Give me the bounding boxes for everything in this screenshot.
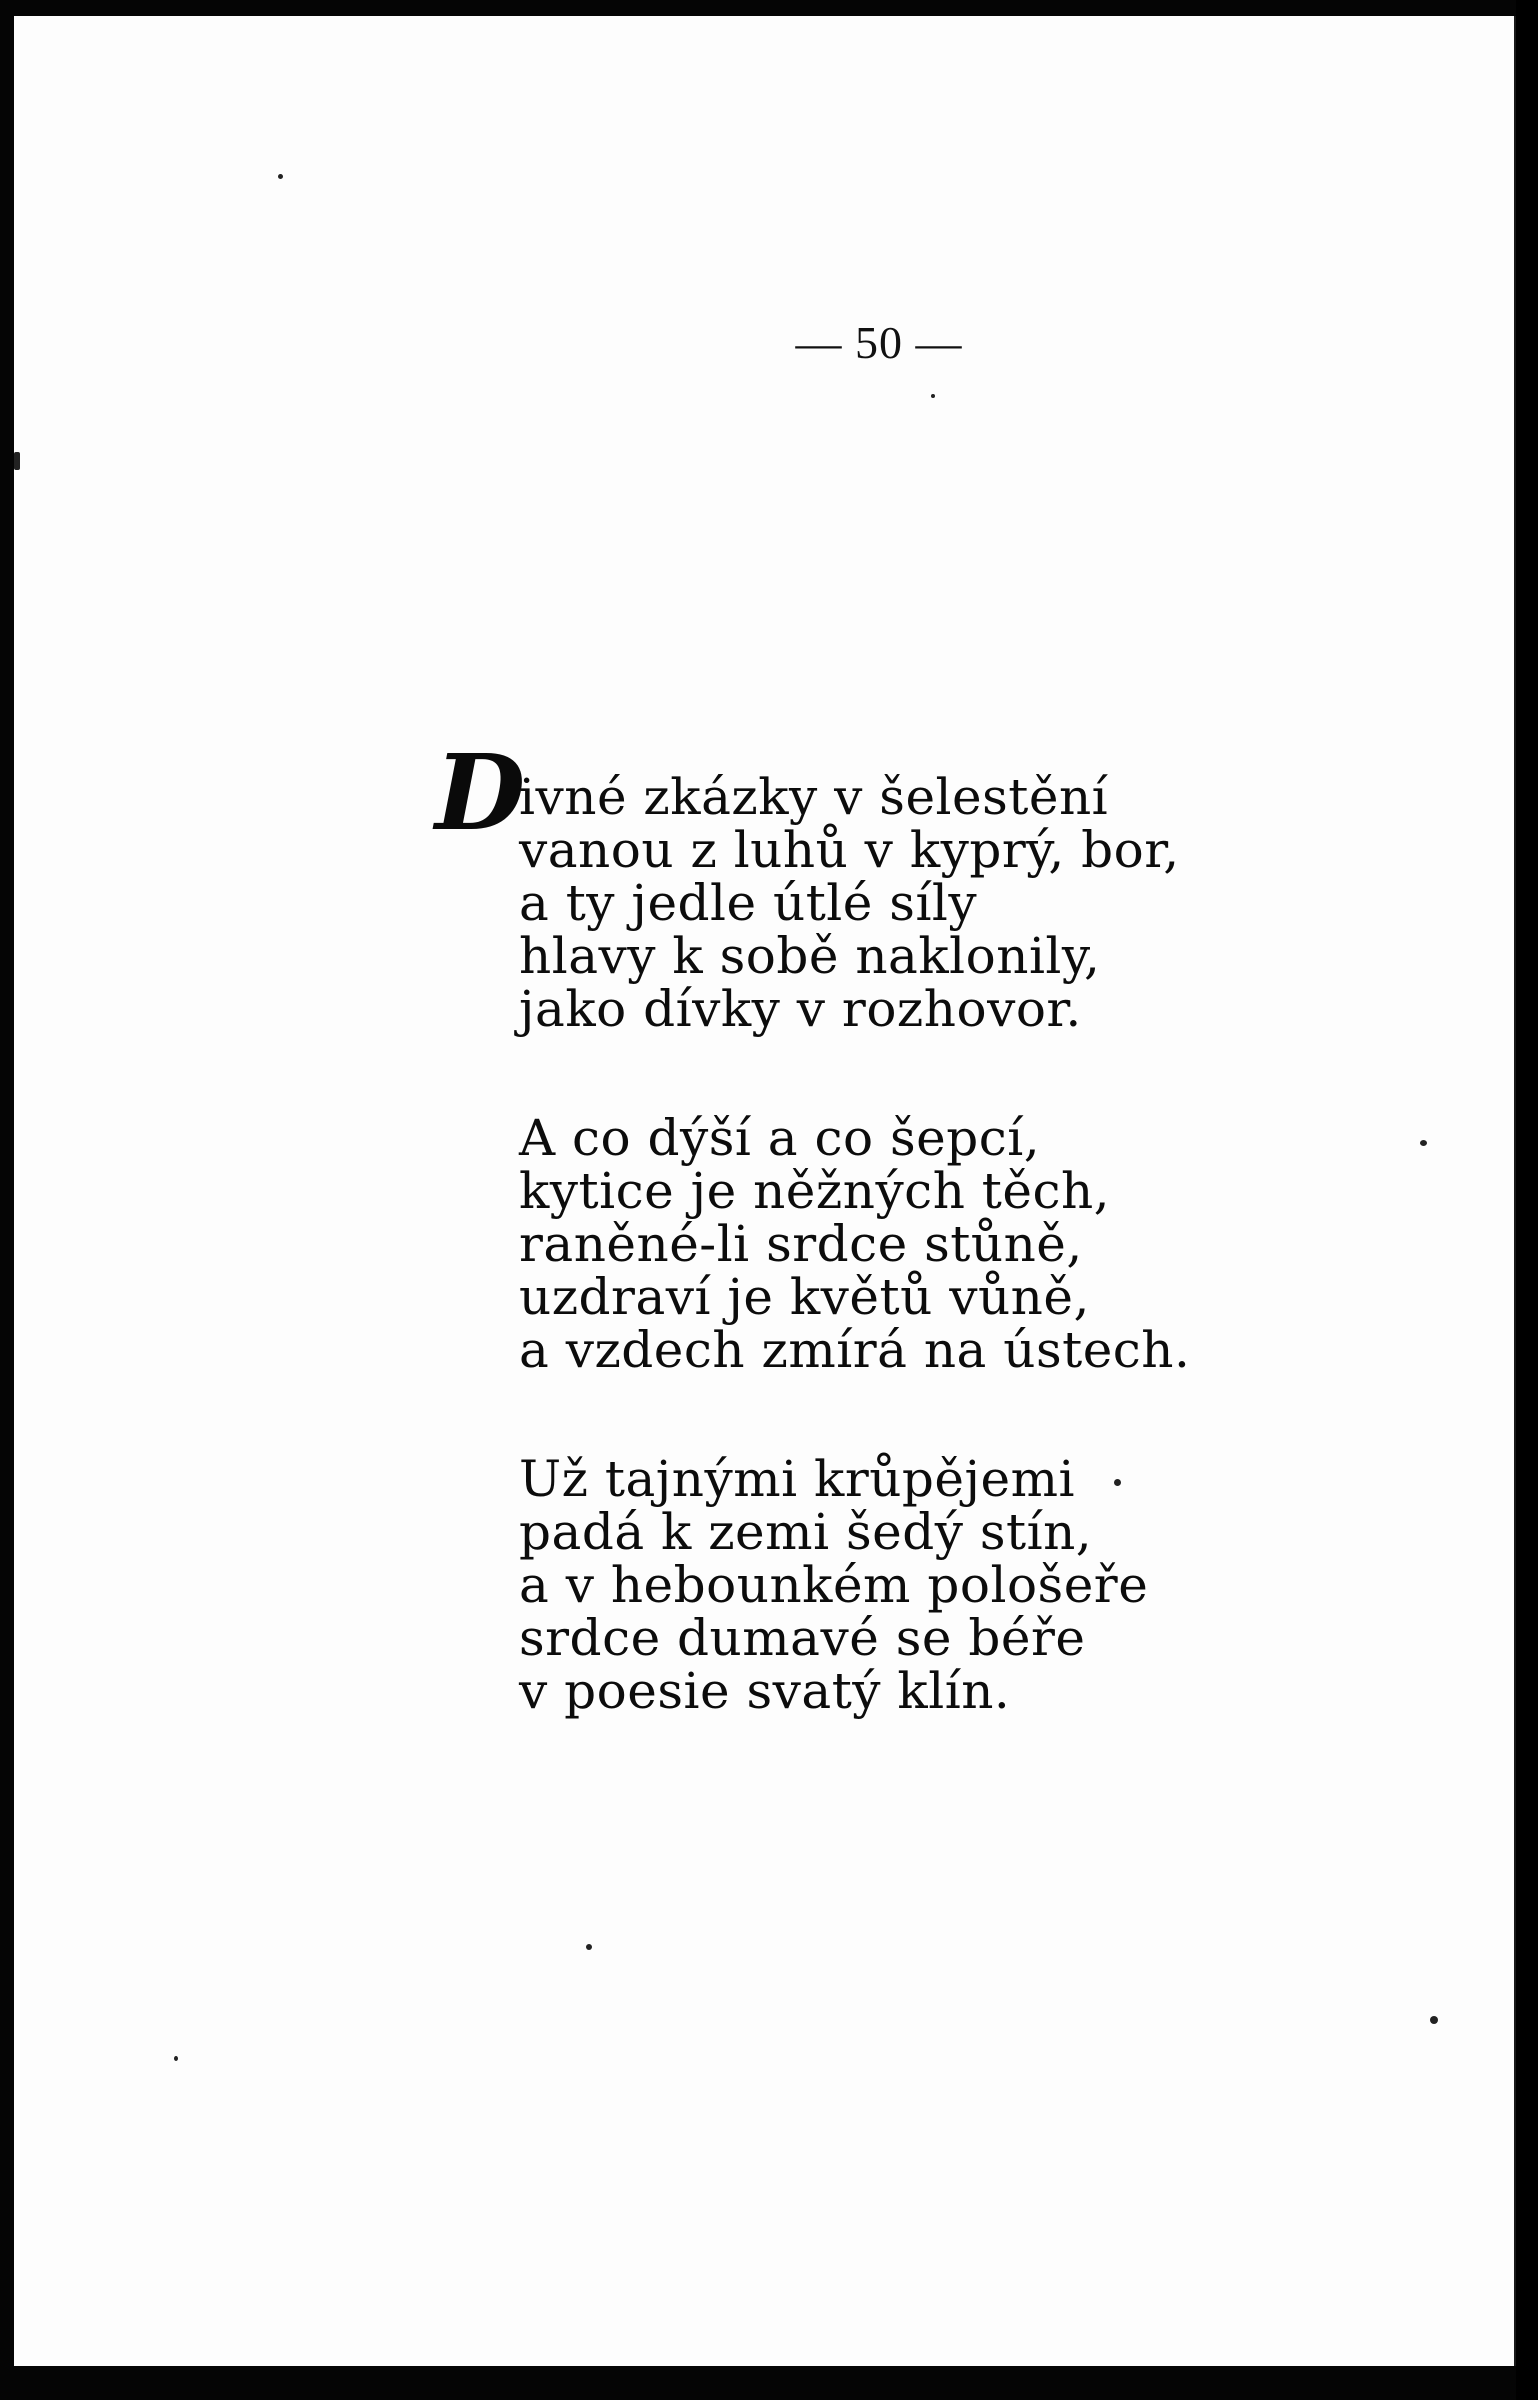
dust-speck — [278, 174, 283, 179]
stanza-3 — [519, 1450, 1190, 1720]
dust-speck — [1420, 1140, 1427, 1146]
scan-right-edge — [1516, 0, 1538, 2400]
stanza-2 — [519, 1109, 1191, 1379]
dust-speck — [1114, 1479, 1121, 1486]
dust-speck — [931, 394, 935, 398]
poem-line: a vzdech zmírá na ústech. — [519, 1321, 1191, 1379]
poem-line: padá k zemi šedý stín, — [519, 1503, 1093, 1561]
poem-line: uzdraví je květů vůně, — [519, 1268, 1090, 1326]
book-page — [14, 16, 1517, 2366]
poem-line: vanou z luhů v kyprý, bor, — [519, 821, 1180, 879]
page-number: — 50 — — [795, 317, 963, 368]
poem-line: A co dýší a co šepcí, — [519, 1109, 1041, 1167]
stanza-1 — [519, 768, 1190, 1038]
poem-line: srdce dumavé se béře — [519, 1609, 1086, 1667]
poem-line: Už tajnými krůpějemi — [519, 1450, 1076, 1508]
poem-line: raněné-li srdce stůně, — [519, 1215, 1083, 1273]
dust-speck — [1430, 2016, 1438, 2024]
poem-line: a ty jedle útlé síly — [519, 874, 978, 932]
poem-line: a v hebounkém pološeře — [519, 1556, 1149, 1614]
poem — [435, 731, 1191, 1720]
dust-speck — [14, 452, 20, 470]
drop-cap-initial: D — [435, 731, 526, 854]
poem-line: v poesie svatý klín. — [519, 1662, 1011, 1720]
poem-line: jako dívky v rozhovor. — [519, 980, 1082, 1038]
poem-line: hlavy k sobě naklonily, — [519, 927, 1101, 985]
poem-line: ivné zkázky v šelestění — [519, 768, 1109, 826]
dust-speck — [586, 1944, 592, 1950]
poem-line: kytice je něžných těch, — [519, 1162, 1111, 1220]
dust-speck — [174, 2056, 178, 2061]
